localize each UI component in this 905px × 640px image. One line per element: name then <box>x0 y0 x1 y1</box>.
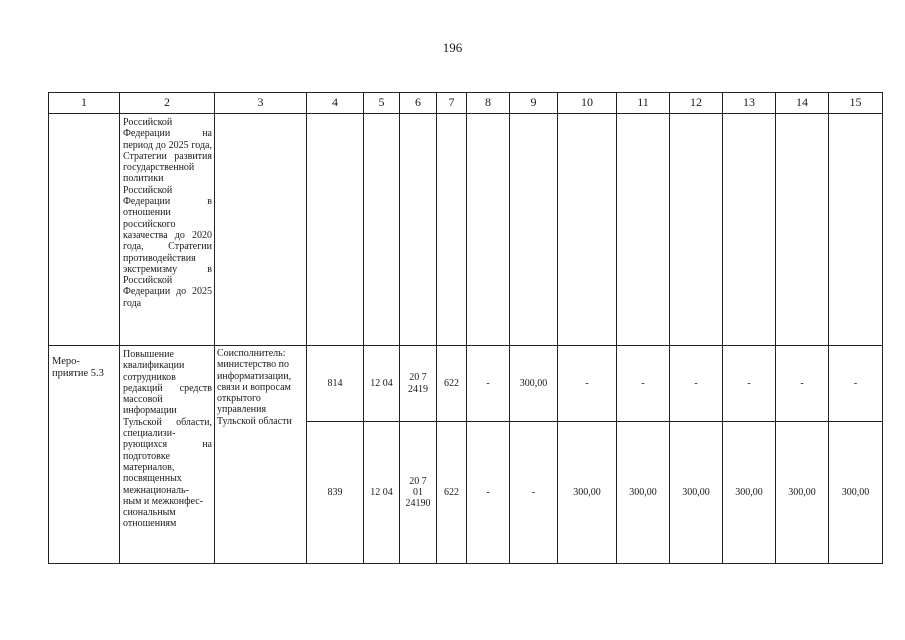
header-cell: 13 <box>723 93 776 114</box>
header-cell: 5 <box>364 93 400 114</box>
continued-row <box>49 114 883 346</box>
cell-value: 300,00 <box>510 346 558 422</box>
header-cell: 2 <box>120 93 215 114</box>
empty-cell <box>510 114 558 346</box>
cell-expense-type: 622 <box>437 422 467 564</box>
cell-value: - <box>776 346 829 422</box>
cell-section: 12 04 <box>364 346 400 422</box>
cell-value: 300,00 <box>829 422 883 564</box>
cell-kbk-grbs: 839 <box>307 422 364 564</box>
page-number: 196 <box>442 40 463 55</box>
empty-cell <box>670 114 723 346</box>
empty-cell <box>467 114 510 346</box>
cell-value: - <box>510 422 558 564</box>
header-row <box>49 93 883 114</box>
measure-executor: Соисполнитель: министерство по информатизации, связи и вопросам открытого управления Тульской области <box>215 346 307 564</box>
empty-cell <box>617 114 670 346</box>
empty-cell <box>400 114 437 346</box>
cell-value: 300,00 <box>617 422 670 564</box>
empty-cell <box>829 114 883 346</box>
measure-name: Меро- приятие 5.3 <box>49 346 120 564</box>
cell-section: 12 04 <box>364 422 400 564</box>
empty-cell <box>307 114 364 346</box>
cell-value: 300,00 <box>776 422 829 564</box>
cell-value: - <box>467 346 510 422</box>
continued-description: Российской Федерации на период до 2025 года, Стратегии развития государственной политики Российской Федерации в отношении российского казачества до 2020 года, Стратегии противодействия экстремизму в Российской Федерации до 2025 года <box>120 114 215 346</box>
header-cell: 8 <box>467 93 510 114</box>
header-cell: 1 <box>49 93 120 114</box>
empty-cell <box>364 114 400 346</box>
cell-target-article: 20 7 2419 <box>400 346 437 422</box>
cell-value: - <box>670 346 723 422</box>
header-cell: 14 <box>776 93 829 114</box>
cell-value: 300,00 <box>558 422 617 564</box>
empty-cell <box>215 114 307 346</box>
cell-kbk-grbs: 814 <box>307 346 364 422</box>
header-cell: 15 <box>829 93 883 114</box>
empty-cell <box>723 114 776 346</box>
cell-value: - <box>829 346 883 422</box>
measure-description: Повышение квалификации сотрудников редакций средств массовой информации Тульской области, специализи- рующихся на подготовке материалов, посвященных межнациональ- ным и межконфес- сиональным отношениям <box>120 346 215 564</box>
header-cell: 4 <box>307 93 364 114</box>
header-cell: 6 <box>400 93 437 114</box>
header-cell: 3 <box>215 93 307 114</box>
cell-value: 300,00 <box>723 422 776 564</box>
cell-value: 300,00 <box>670 422 723 564</box>
empty-cell <box>558 114 617 346</box>
cell-expense-type: 622 <box>437 346 467 422</box>
cell-value: - <box>558 346 617 422</box>
measure-row-1 <box>49 346 883 422</box>
header-cell: 11 <box>617 93 670 114</box>
cell-value: - <box>723 346 776 422</box>
empty-cell <box>776 114 829 346</box>
cell-target-article: 20 7 01 24190 <box>400 422 437 564</box>
header-cell: 12 <box>670 93 723 114</box>
empty-cell <box>49 114 120 346</box>
header-cell: 9 <box>510 93 558 114</box>
empty-cell <box>437 114 467 346</box>
header-cell: 7 <box>437 93 467 114</box>
budget-table <box>48 92 883 564</box>
cell-value: - <box>617 346 670 422</box>
cell-value: - <box>467 422 510 564</box>
header-cell: 10 <box>558 93 617 114</box>
